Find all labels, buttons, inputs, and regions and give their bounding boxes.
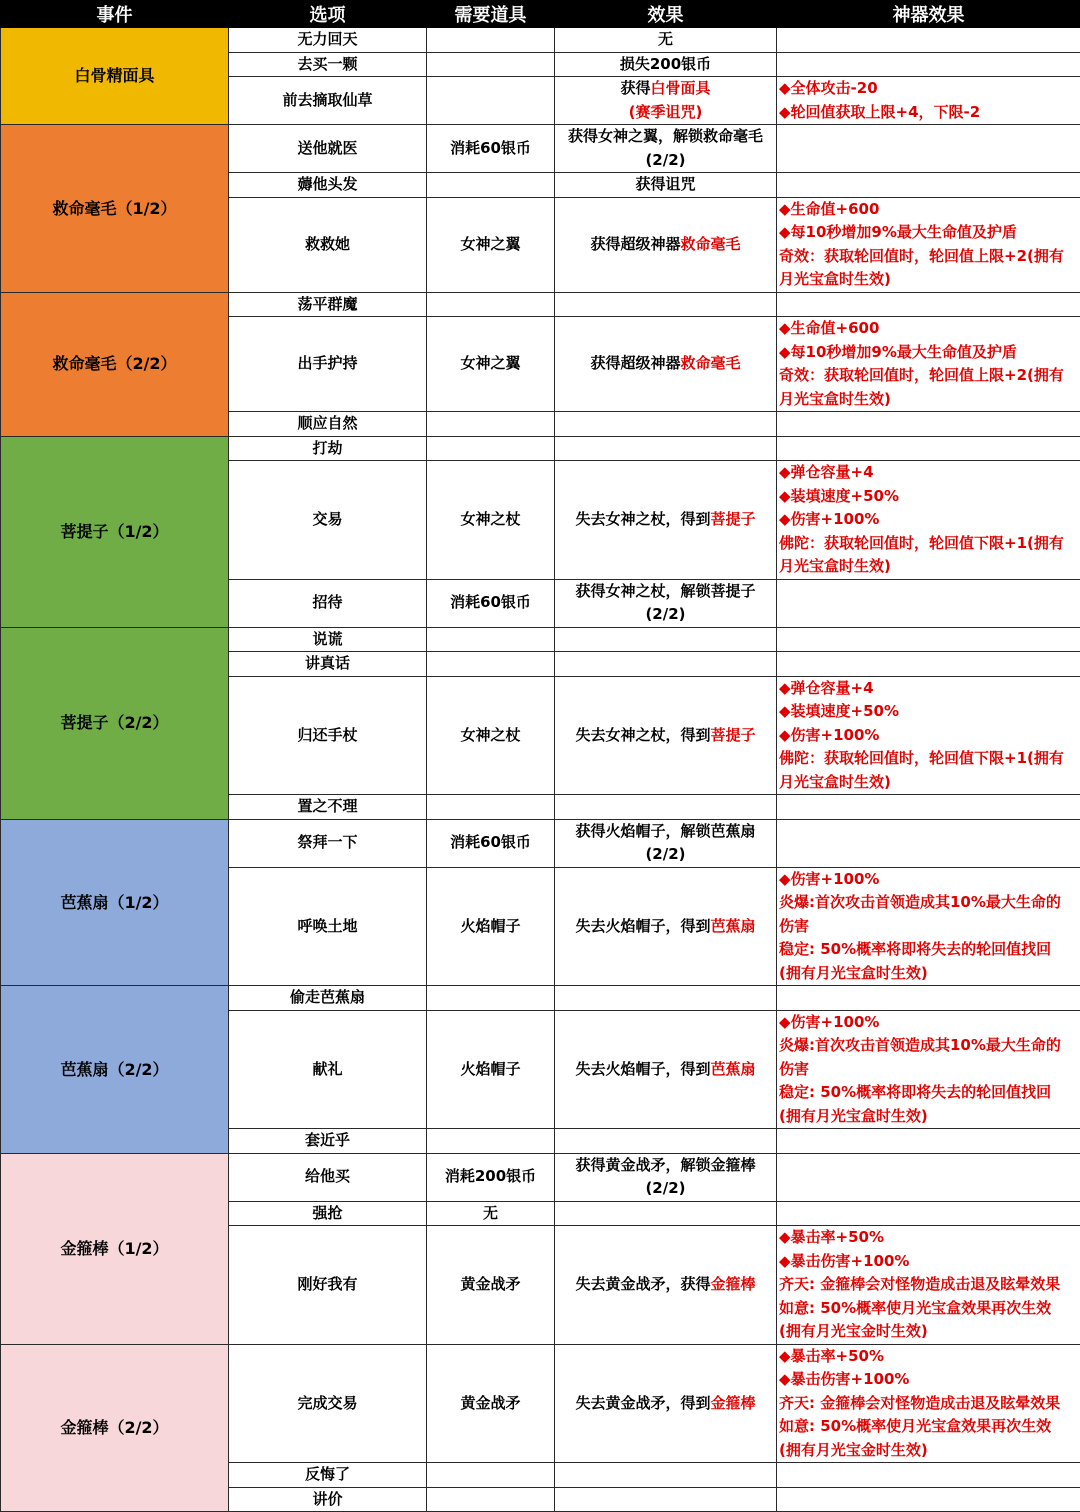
option-cell: 给他买 bbox=[229, 1153, 427, 1201]
table-body bbox=[1, 28, 1080, 1512]
event-cell: 金箍棒（1/2） bbox=[1, 1153, 229, 1344]
effect-cell bbox=[555, 795, 777, 820]
required-item-cell bbox=[427, 292, 555, 317]
text-segment: 失去女神之杖，得到 bbox=[575, 726, 710, 744]
option-cell: 打劫 bbox=[229, 436, 427, 461]
artifact-effect-cell bbox=[777, 436, 1080, 461]
text-segment: 损失200银币 bbox=[620, 55, 711, 73]
artifact-effect-line: ◆生命值+600 bbox=[779, 198, 1078, 222]
highlight-text: 救命毫毛 bbox=[681, 354, 741, 372]
artifact-effect-line: 如意: 50%概率使月光宝盒效果再次生效 bbox=[779, 1415, 1078, 1439]
artifact-effect-line: ◆伤害+100% bbox=[779, 1011, 1078, 1035]
text-segment: 无 bbox=[658, 30, 673, 48]
artifact-effect-cell bbox=[777, 197, 1080, 292]
effect-line bbox=[557, 77, 774, 101]
artifact-effect-cell bbox=[777, 52, 1080, 77]
highlight-text: 金箍棒 bbox=[711, 1394, 756, 1412]
highlight-text: 金箍棒 bbox=[711, 1275, 756, 1293]
artifact-effect-cell bbox=[777, 461, 1080, 580]
artifact-effect-line: 伤害 bbox=[779, 1058, 1078, 1082]
text-segment: 获得女神之翼，解锁救命毫毛 bbox=[568, 127, 763, 145]
effect-cell bbox=[555, 652, 777, 677]
required-item-cell bbox=[427, 77, 555, 125]
text-segment: 获得黄金战矛，解锁金箍棒 bbox=[575, 1156, 755, 1174]
option-cell: 无力回天 bbox=[229, 28, 427, 53]
effect-line bbox=[557, 173, 774, 197]
effect-cell bbox=[555, 292, 777, 317]
effect-cell bbox=[555, 173, 777, 198]
effect-cell bbox=[555, 676, 777, 795]
text-segment: (2/2) bbox=[645, 605, 685, 623]
effect-cell bbox=[555, 986, 777, 1011]
effect-line bbox=[557, 843, 774, 867]
effect-cell bbox=[555, 77, 777, 125]
table-row bbox=[1, 1344, 1080, 1463]
text-segment: 获得女神之杖，解锁菩提子 bbox=[575, 582, 755, 600]
option-cell: 薅他头发 bbox=[229, 173, 427, 198]
artifact-effect-cell bbox=[777, 579, 1080, 627]
required-item-cell bbox=[427, 1129, 555, 1154]
artifact-effect-cell bbox=[777, 652, 1080, 677]
option-cell: 救救她 bbox=[229, 197, 427, 292]
effect-line bbox=[557, 1177, 774, 1201]
event-cell: 芭蕉扇（1/2） bbox=[1, 819, 229, 986]
highlight-text: 芭蕉扇 bbox=[711, 1060, 756, 1078]
text-segment: 失去女神之杖，得到 bbox=[575, 510, 710, 528]
required-item-cell: 黄金战矛 bbox=[427, 1226, 555, 1345]
artifact-effect-line: 佛陀：获取轮回值时，轮回值下限+1(拥有 bbox=[779, 532, 1078, 556]
effect-cell bbox=[555, 1487, 777, 1512]
event-cell: 菩提子（1/2） bbox=[1, 436, 229, 627]
required-item-cell bbox=[427, 436, 555, 461]
effect-line bbox=[557, 1154, 774, 1178]
artifact-effect-cell bbox=[777, 819, 1080, 867]
effect-line bbox=[557, 101, 774, 125]
effect-line bbox=[557, 820, 774, 844]
artifact-effect-cell bbox=[777, 173, 1080, 198]
effect-line bbox=[557, 1273, 774, 1297]
text-segment: 获得超级神器 bbox=[590, 235, 680, 253]
effect-line bbox=[557, 1058, 774, 1082]
option-cell: 说谎 bbox=[229, 627, 427, 652]
artifact-effect-cell bbox=[777, 1153, 1080, 1201]
effect-line bbox=[557, 915, 774, 939]
header-artifact-effect: 神器效果 bbox=[777, 1, 1080, 28]
option-cell: 交易 bbox=[229, 461, 427, 580]
artifact-effect-cell bbox=[777, 125, 1080, 173]
event-cell: 芭蕉扇（2/2） bbox=[1, 986, 229, 1154]
artifact-effect-cell bbox=[777, 1344, 1080, 1463]
event-cell: 菩提子（2/2） bbox=[1, 627, 229, 819]
artifact-effect-line: ◆暴击率+50% bbox=[779, 1226, 1078, 1250]
artifact-effect-line: ◆暴击伤害+100% bbox=[779, 1250, 1078, 1274]
effect-line bbox=[557, 352, 774, 376]
event-cell: 救命毫毛（2/2） bbox=[1, 292, 229, 436]
effect-line bbox=[557, 508, 774, 532]
artifact-effect-cell bbox=[777, 412, 1080, 437]
table-row bbox=[1, 125, 1080, 173]
option-cell: 荡平群魔 bbox=[229, 292, 427, 317]
option-cell: 反悔了 bbox=[229, 1463, 427, 1488]
artifact-effect-cell bbox=[777, 986, 1080, 1011]
option-cell: 出手护持 bbox=[229, 317, 427, 412]
required-item-cell bbox=[427, 1463, 555, 1488]
option-cell: 顺应自然 bbox=[229, 412, 427, 437]
artifact-effect-line: 奇效：获取轮回值时，轮回值上限+2(拥有 bbox=[779, 364, 1078, 388]
effect-cell bbox=[555, 1153, 777, 1201]
highlight-text: 救命毫毛 bbox=[681, 235, 741, 253]
text-segment: 失去黄金战矛，得到 bbox=[575, 1394, 710, 1412]
text-segment: 失去火焰帽子，得到 bbox=[575, 1060, 710, 1078]
effect-line bbox=[557, 28, 774, 52]
required-item-cell: 消耗200银币 bbox=[427, 1153, 555, 1201]
table-header bbox=[1, 1, 1080, 28]
required-item-cell: 黄金战矛 bbox=[427, 1344, 555, 1463]
effect-cell bbox=[555, 867, 777, 986]
event-cell: 救命毫毛（1/2） bbox=[1, 125, 229, 293]
text-segment: 失去黄金战矛，获得 bbox=[575, 1275, 710, 1293]
header-required-item: 需要道具 bbox=[427, 1, 555, 28]
required-item-cell bbox=[427, 1487, 555, 1512]
text-segment: (2/2) bbox=[645, 151, 685, 169]
event-cell: 金箍棒（2/2） bbox=[1, 1344, 229, 1512]
effect-line bbox=[557, 233, 774, 257]
text-segment: 失去火焰帽子，得到 bbox=[575, 917, 710, 935]
artifact-effect-line: ◆轮回值获取上限+4，下限-2 bbox=[779, 101, 1078, 125]
highlight-text: (赛季诅咒) bbox=[629, 103, 703, 121]
artifact-effect-line: ◆全体攻击-20 bbox=[779, 77, 1078, 101]
effect-line bbox=[557, 125, 774, 149]
text-segment: 获得超级神器 bbox=[590, 354, 680, 372]
effect-cell bbox=[555, 819, 777, 867]
text-segment: 获得火焰帽子，解锁芭蕉扇 bbox=[575, 822, 755, 840]
artifact-effect-line: ◆暴击伤害+100% bbox=[779, 1368, 1078, 1392]
required-item-cell: 火焰帽子 bbox=[427, 1010, 555, 1129]
artifact-effect-line: (拥有月光宝盒时生效) bbox=[779, 962, 1078, 986]
required-item-cell bbox=[427, 412, 555, 437]
artifact-effect-line: ◆生命值+600 bbox=[779, 317, 1078, 341]
option-cell: 偷走芭蕉扇 bbox=[229, 986, 427, 1011]
artifact-effect-line: 佛陀：获取轮回值时，轮回值下限+1(拥有 bbox=[779, 747, 1078, 771]
effect-cell bbox=[555, 1201, 777, 1226]
artifact-effect-line: ◆弹仓容量+4 bbox=[779, 461, 1078, 485]
header-option: 选项 bbox=[229, 1, 427, 28]
option-cell: 讲真话 bbox=[229, 652, 427, 677]
artifact-effect-line: ◆每10秒增加9%最大生命值及护盾 bbox=[779, 341, 1078, 365]
option-cell: 套近乎 bbox=[229, 1129, 427, 1154]
text-segment: (2/2) bbox=[645, 845, 685, 863]
artifact-effect-cell bbox=[777, 77, 1080, 125]
required-item-cell: 无 bbox=[427, 1201, 555, 1226]
effect-line bbox=[557, 1392, 774, 1416]
effect-cell bbox=[555, 1010, 777, 1129]
artifact-effect-line: 齐天: 金箍棒会对怪物造成击退及眩晕效果 bbox=[779, 1392, 1078, 1416]
required-item-cell bbox=[427, 52, 555, 77]
option-cell: 招待 bbox=[229, 579, 427, 627]
table-row bbox=[1, 986, 1080, 1011]
highlight-text: 菩提子 bbox=[711, 510, 756, 528]
required-item-cell: 女神之杖 bbox=[427, 676, 555, 795]
required-item-cell bbox=[427, 652, 555, 677]
artifact-effect-line: 齐天: 金箍棒会对怪物造成击退及眩晕效果 bbox=[779, 1273, 1078, 1297]
artifact-effect-cell bbox=[777, 627, 1080, 652]
effect-cell bbox=[555, 1463, 777, 1488]
option-cell: 完成交易 bbox=[229, 1344, 427, 1463]
artifact-effect-line: ◆伤害+100% bbox=[779, 724, 1078, 748]
effect-cell bbox=[555, 197, 777, 292]
artifact-effect-line: ◆装填速度+50% bbox=[779, 485, 1078, 509]
artifact-effect-cell bbox=[777, 1487, 1080, 1512]
required-item-cell bbox=[427, 627, 555, 652]
effect-line bbox=[557, 580, 774, 604]
highlight-text: 芭蕉扇 bbox=[711, 917, 756, 935]
artifact-effect-line: ◆伤害+100% bbox=[779, 508, 1078, 532]
event-cell: 白骨精面具 bbox=[1, 28, 229, 125]
option-cell: 献礼 bbox=[229, 1010, 427, 1129]
option-cell: 置之不理 bbox=[229, 795, 427, 820]
text-segment: (2/2) bbox=[645, 1179, 685, 1197]
required-item-cell bbox=[427, 173, 555, 198]
artifact-effect-cell bbox=[777, 28, 1080, 53]
artifact-effect-line: (拥有月光宝金时生效) bbox=[779, 1320, 1078, 1344]
required-item-cell bbox=[427, 986, 555, 1011]
artifact-effect-line: 稳定: 50%概率将即将失去的轮回值找回 bbox=[779, 938, 1078, 962]
artifact-effect-line: ◆装填速度+50% bbox=[779, 700, 1078, 724]
option-cell: 归还手杖 bbox=[229, 676, 427, 795]
artifact-effect-cell bbox=[777, 1129, 1080, 1154]
effect-cell bbox=[555, 461, 777, 580]
artifact-effect-cell bbox=[777, 1201, 1080, 1226]
artifact-effect-line: 伤害 bbox=[779, 915, 1078, 939]
required-item-cell: 消耗60银币 bbox=[427, 125, 555, 173]
effect-cell bbox=[555, 52, 777, 77]
header-effect: 效果 bbox=[555, 1, 777, 28]
required-item-cell: 女神之翼 bbox=[427, 197, 555, 292]
effect-cell bbox=[555, 627, 777, 652]
option-cell: 前去摘取仙草 bbox=[229, 77, 427, 125]
artifact-effect-cell bbox=[777, 317, 1080, 412]
required-item-cell: 女神之翼 bbox=[427, 317, 555, 412]
artifact-effect-line: 月光宝盒时生效) bbox=[779, 771, 1078, 795]
table-row bbox=[1, 292, 1080, 317]
effect-cell bbox=[555, 28, 777, 53]
artifact-effect-line: 如意: 50%概率使月光宝盒效果再次生效 bbox=[779, 1297, 1078, 1321]
option-cell: 强抢 bbox=[229, 1201, 427, 1226]
artifact-effect-cell bbox=[777, 292, 1080, 317]
table-row bbox=[1, 1153, 1080, 1201]
effect-cell bbox=[555, 1226, 777, 1345]
effect-cell bbox=[555, 579, 777, 627]
highlight-text: 菩提子 bbox=[711, 726, 756, 744]
artifact-effect-line: 月光宝盒时生效) bbox=[779, 268, 1078, 292]
artifact-effect-cell bbox=[777, 1226, 1080, 1345]
effect-cell bbox=[555, 1344, 777, 1463]
effect-line bbox=[557, 53, 774, 77]
artifact-effect-line: 奇效：获取轮回值时，轮回值上限+2(拥有 bbox=[779, 245, 1078, 269]
artifact-effect-cell bbox=[777, 676, 1080, 795]
table-row bbox=[1, 627, 1080, 652]
effect-cell bbox=[555, 125, 777, 173]
effect-line bbox=[557, 603, 774, 627]
table-row bbox=[1, 819, 1080, 867]
artifact-effect-line: 炎爆:首次攻击首领造成其10%最大生命的 bbox=[779, 1034, 1078, 1058]
required-item-cell: 女神之杖 bbox=[427, 461, 555, 580]
artifact-effect-line: (拥有月光宝盒时生效) bbox=[779, 1105, 1078, 1129]
table-row bbox=[1, 28, 1080, 53]
required-item-cell bbox=[427, 795, 555, 820]
header-event: 事件 bbox=[1, 1, 229, 28]
artifact-effect-line: (拥有月光宝金时生效) bbox=[779, 1439, 1078, 1463]
artifact-effect-line: ◆每10秒增加9%最大生命值及护盾 bbox=[779, 221, 1078, 245]
artifact-effect-line: 月光宝盒时生效) bbox=[779, 555, 1078, 579]
artifact-effect-line: ◆暴击率+50% bbox=[779, 1345, 1078, 1369]
effect-cell bbox=[555, 412, 777, 437]
artifact-effect-line: 月光宝盒时生效) bbox=[779, 388, 1078, 412]
artifact-effect-line: 炎爆:首次攻击首领造成其10%最大生命的 bbox=[779, 891, 1078, 915]
header-row bbox=[1, 1, 1080, 28]
option-cell: 祭拜一下 bbox=[229, 819, 427, 867]
effect-cell bbox=[555, 317, 777, 412]
artifact-effect-line: ◆伤害+100% bbox=[779, 868, 1078, 892]
required-item-cell: 火焰帽子 bbox=[427, 867, 555, 986]
required-item-cell: 消耗60银币 bbox=[427, 819, 555, 867]
required-item-cell: 消耗60银币 bbox=[427, 579, 555, 627]
required-item-cell bbox=[427, 28, 555, 53]
table-row bbox=[1, 436, 1080, 461]
effect-cell bbox=[555, 436, 777, 461]
option-cell: 讲价 bbox=[229, 1487, 427, 1512]
text-segment: 获得诅咒 bbox=[635, 175, 695, 193]
artifact-effect-cell bbox=[777, 795, 1080, 820]
text-segment: 获得 bbox=[620, 79, 650, 97]
option-cell: 呼唤土地 bbox=[229, 867, 427, 986]
effect-line bbox=[557, 149, 774, 173]
artifact-effect-line: ◆弹仓容量+4 bbox=[779, 677, 1078, 701]
option-cell: 送他就医 bbox=[229, 125, 427, 173]
artifact-effect-cell bbox=[777, 1010, 1080, 1129]
option-cell: 去买一颗 bbox=[229, 52, 427, 77]
highlight-text: 白骨面具 bbox=[651, 79, 711, 97]
artifact-effect-cell bbox=[777, 1463, 1080, 1488]
artifact-effect-cell bbox=[777, 867, 1080, 986]
effect-cell bbox=[555, 1129, 777, 1154]
effect-line bbox=[557, 724, 774, 748]
option-cell: 刚好我有 bbox=[229, 1226, 427, 1345]
artifact-effect-line: 稳定: 50%概率将即将失去的轮回值找回 bbox=[779, 1081, 1078, 1105]
